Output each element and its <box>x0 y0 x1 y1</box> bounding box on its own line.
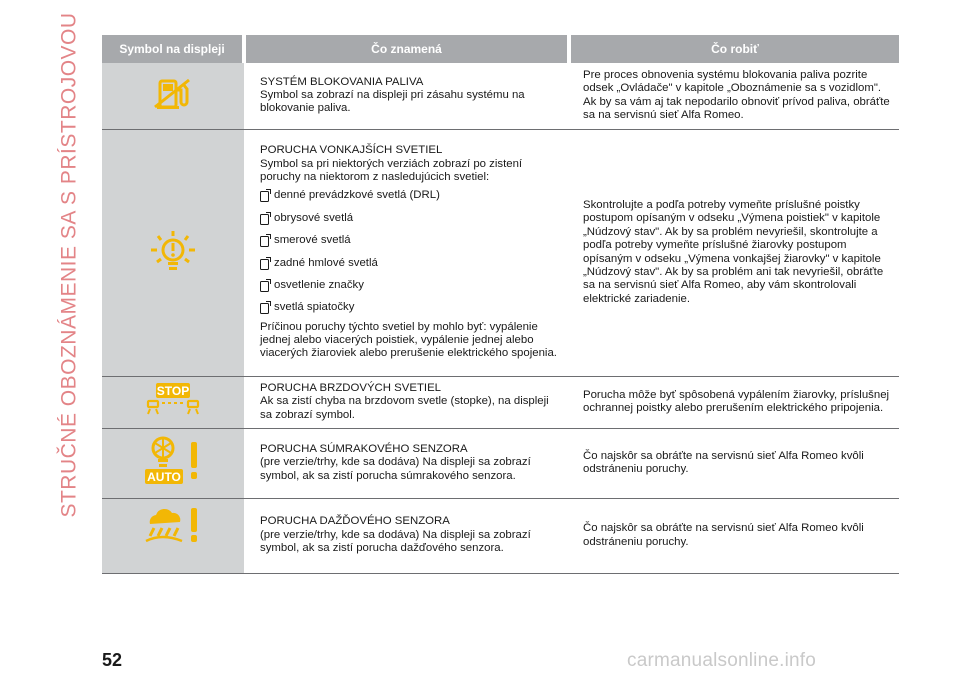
row-title: PORUCHA SÚMRAKOVÉHO SENZORA <box>260 442 468 455</box>
list-item <box>260 212 563 225</box>
list-item <box>260 189 563 202</box>
action-cell <box>569 63 899 129</box>
action-cell <box>569 428 899 498</box>
chapter-side-title-text: STRUČNÉ OBOZNÁMENIE SA S PRÍSTROJOVOU <box>58 12 82 518</box>
chapter-side-title <box>56 12 84 518</box>
table-row <box>102 129 899 376</box>
row-title: PORUCHA VONKAJŠÍCH SVETIEL <box>260 144 443 157</box>
bullet-icon <box>260 214 269 225</box>
row-action: Čo najskôr sa obráťte na servisnú sieť Alfa Romeo kvôli odstráneniu poruchy. <box>583 522 864 548</box>
meaning-cell <box>244 63 569 129</box>
symbol-cell <box>102 63 244 129</box>
meaning-cell <box>244 376 569 428</box>
action-cell <box>569 129 899 376</box>
meaning-cell <box>244 428 569 498</box>
row-action: Porucha môže byť spôsobená vypálením žiarovky, príslušnej ochrannej poistky alebo prerušením elektrického pripojenia. <box>583 388 890 414</box>
row-description: Symbol sa pri niektorých verziách zobrazí po zistení poruchy na niektorom z nasledujúcich svetiel: <box>260 157 523 184</box>
list-item-text: obrysové svetlá <box>274 211 354 224</box>
row-title: PORUCHA DAŽĎOVÉHO SENZORA <box>260 515 450 528</box>
svg-text:STOP: STOP <box>156 383 190 398</box>
list-item <box>260 234 563 247</box>
row-title: SYSTÉM BLOKOVANIA PALIVA <box>260 75 424 88</box>
table-header-row <box>102 35 899 63</box>
action-cell <box>569 498 899 573</box>
row-description: (pre verzie/trhy, kde sa dodáva) Na displeji sa zobrazí symbol, ak sa zistí porucha dažďového senzora. <box>260 528 531 555</box>
symbol-cell <box>102 428 244 498</box>
list-item <box>260 257 563 270</box>
table-row <box>102 63 899 129</box>
row-description: Symbol sa zobrazí na displeji pri zásahu systému na blokovanie paliva. <box>260 89 525 115</box>
bullet-icon <box>260 236 269 247</box>
header-action: Čo robiť <box>569 35 899 63</box>
exterior-light-fault-icon <box>147 229 199 277</box>
header-meaning: Čo znamená <box>244 35 569 63</box>
dusk-sensor-fault-icon <box>140 434 206 486</box>
bullet-icon <box>260 259 269 270</box>
list-item <box>260 301 563 314</box>
list-item-text: smerové svetlá <box>274 234 351 247</box>
list-item-text: svetlá spiatočky <box>274 301 355 314</box>
symbol-cell <box>102 376 244 428</box>
warning-symbols-table <box>102 35 899 574</box>
rain-sensor-fault-icon <box>142 506 204 544</box>
row-action: Pre proces obnovenia systému blokovania paliva pozrite odsek „Ovládače" v kapitole „Oboznámenie sa s vozidlom". Ak by sa vám aj tak nepodarilo obnoviť prívod paliva, obráťte sa na servisnú sieť Alfa Romeo. <box>583 69 890 122</box>
row-description: (pre verzie/trhy, kde sa dodáva) Na displeji sa zobrazí symbol, ak sa zistí porucha súmrakového senzora. <box>260 456 531 482</box>
fuel-cutoff-icon <box>153 76 193 112</box>
list-item-text: zadné hmlové svetlá <box>274 256 378 269</box>
action-cell <box>569 376 899 428</box>
symbol-cell <box>102 129 244 376</box>
table-row <box>102 376 899 428</box>
symbol-cell <box>102 498 244 573</box>
page-number: 52 <box>102 650 123 670</box>
row-title: PORUCHA BRZDOVÝCH SVETIEL <box>260 381 442 394</box>
svg-text:AUTO: AUTO <box>147 469 181 484</box>
affected-lights-list <box>260 189 563 314</box>
list-item-text: denné prevádzkové svetlá (DRL) <box>274 189 440 202</box>
bullet-icon <box>260 303 269 314</box>
row-description-cause: Príčinou poruchy týchto svetiel by mohlo byť: vypálenie jednej alebo viacerých poistiek, vypálenie jednej alebo viacerých žiaroviek alebo prerušenie elektrického spojenia. <box>260 320 557 360</box>
meaning-cell <box>244 129 569 376</box>
row-action: Čo najskôr sa obráťte na servisnú sieť Alfa Romeo kvôli odstráneniu poruchy. <box>583 449 864 475</box>
list-item <box>260 279 563 292</box>
bullet-icon <box>260 281 269 292</box>
meaning-cell <box>244 498 569 573</box>
table-row <box>102 428 899 498</box>
watermark: carmanualsonline.info <box>627 650 817 671</box>
header-symbol: Symbol na displeji <box>102 35 244 63</box>
table-row <box>102 498 899 573</box>
row-action: Skontrolujte a podľa potreby vymeňte príslušné poistky postupom opísaným v odseku „Výmena poistiek" v kapitole „Núdzový stav". Ak by sa problém nevyriešil, skontrolujte a podľa potreby vymeňte príslušné žiarovky postupom opísaným v odseku „Výmena vonkajšej žiarovky" v kapitole „Núdzový stav". Ak by sa problém ani tak nevyriešil, obráťte sa na servisnú sieť Alfa Romeo, aby vám skontrolovali elektrické zariadenie. <box>583 199 884 305</box>
row-description: Ak sa zistí chyba na brzdovom svetle (stopke), na displeji sa zobrazí symbol. <box>260 395 549 421</box>
list-item-text: osvetlenie značky <box>274 278 364 291</box>
bullet-icon <box>260 191 269 202</box>
brake-light-fault-icon <box>144 382 202 416</box>
